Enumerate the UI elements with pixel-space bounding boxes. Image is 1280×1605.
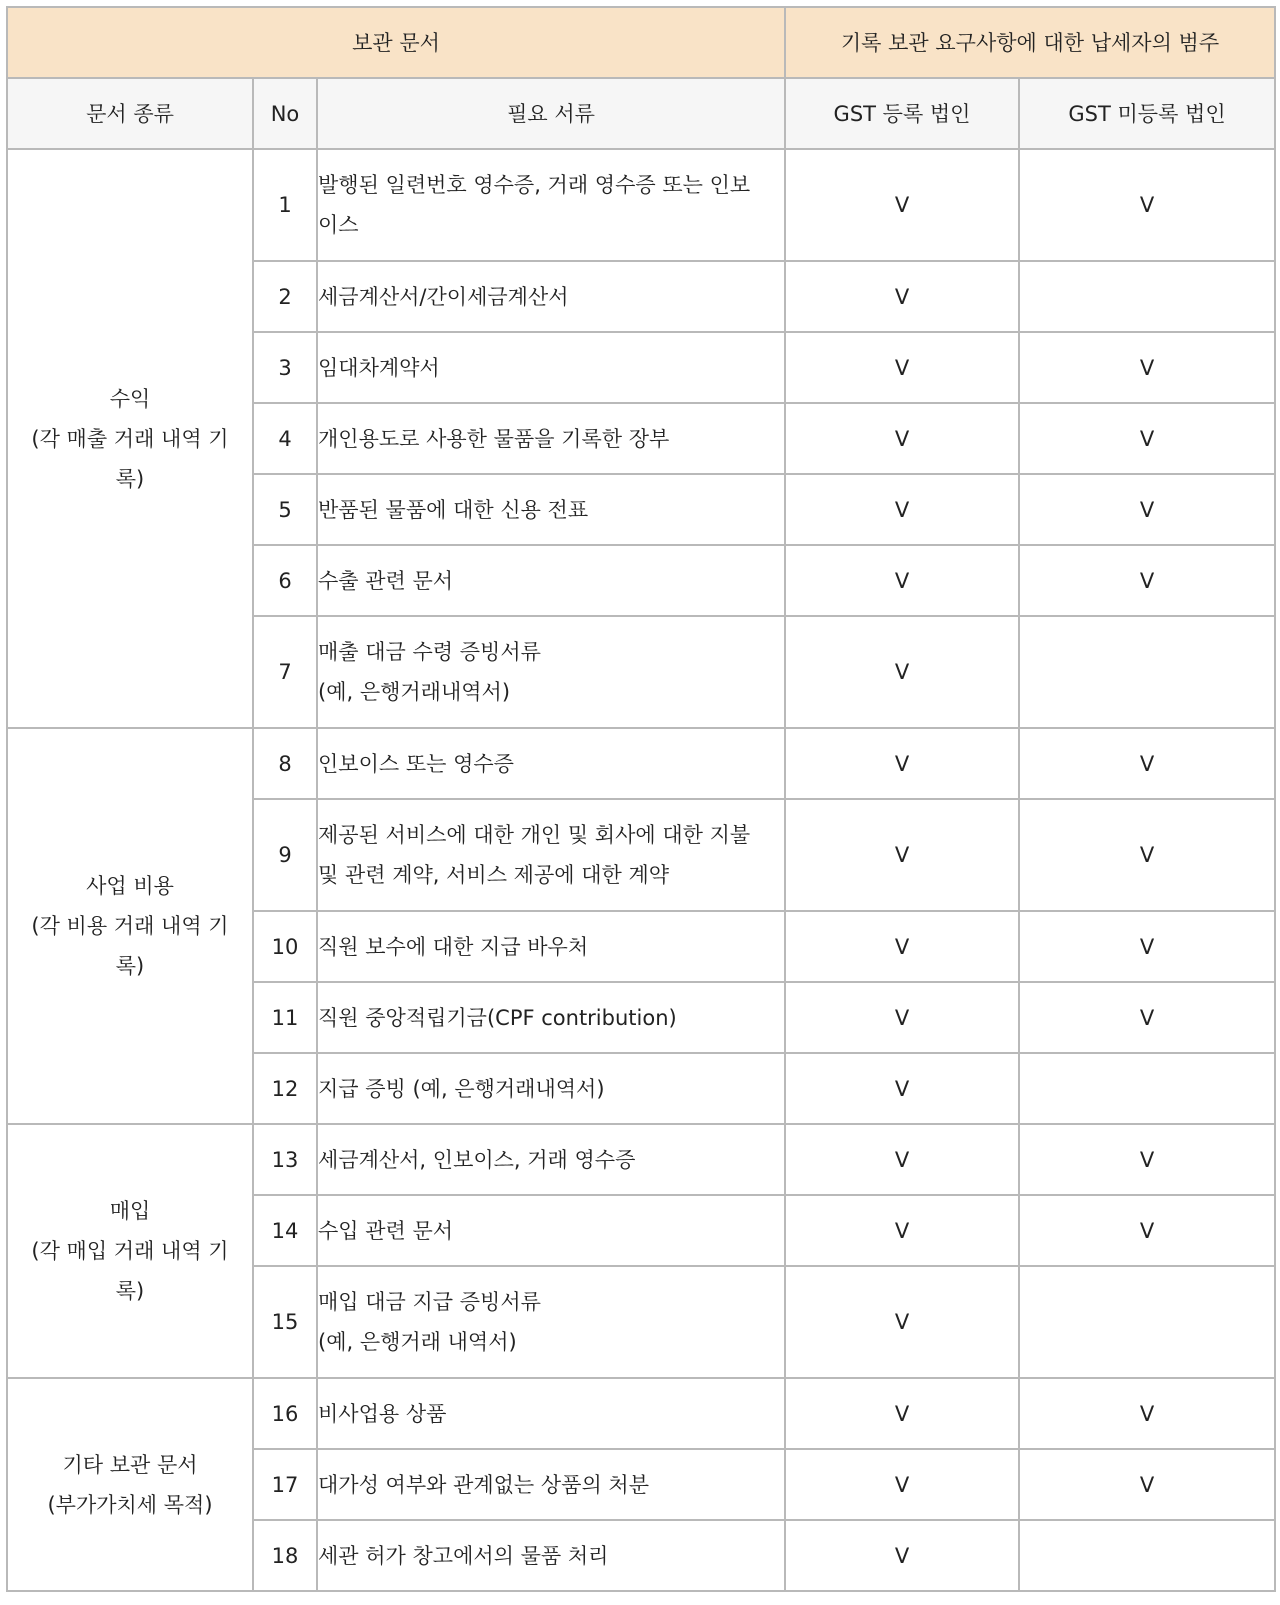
required-doc-text: 수출 관련 문서 bbox=[318, 568, 454, 593]
unregistered-mark: V bbox=[1019, 1124, 1275, 1195]
required-doc-text: 세금계산서/간이세금계산서 bbox=[318, 284, 569, 309]
category-subtitle: (각 비용 거래 내역 기 bbox=[31, 914, 229, 938]
category-title: 수익 bbox=[109, 386, 151, 411]
required-doc-text: 지급 증빙 (예, 은행거래내역서) bbox=[318, 1076, 605, 1101]
required-doc-text: 대가성 여부와 관계없는 상품의 처분 bbox=[318, 1472, 649, 1497]
required-doc-cell bbox=[317, 1124, 785, 1195]
required-doc-text: 매입 대금 지급 증빙서류 bbox=[318, 1290, 541, 1314]
category-title: 매입 bbox=[109, 1199, 151, 1223]
required-doc-text: 세관 허가 창고에서의 물품 처리 bbox=[318, 1543, 609, 1568]
required-doc-cell bbox=[317, 616, 785, 728]
required-doc-text: (예, 은행거래 내역서) bbox=[318, 1330, 517, 1354]
header-row-sub bbox=[7, 78, 1275, 149]
unregistered-mark: V bbox=[1019, 799, 1275, 911]
unregistered-mark: V bbox=[1019, 1195, 1275, 1266]
required-doc-cell bbox=[317, 474, 785, 545]
registered-mark: V bbox=[785, 799, 1019, 911]
header-gst-registered: GST 등록 법인 bbox=[785, 78, 1019, 149]
unregistered-mark: V bbox=[1019, 545, 1275, 616]
required-doc-cell bbox=[317, 332, 785, 403]
registered-mark: V bbox=[785, 911, 1019, 982]
registered-mark: V bbox=[785, 616, 1019, 728]
category-subtitle: 록) bbox=[115, 1279, 145, 1303]
required-doc-cell bbox=[317, 1053, 785, 1124]
required-doc-text: 이스 bbox=[318, 213, 359, 237]
header-doc-type: 문서 종류 bbox=[7, 78, 253, 149]
row-number: 1 bbox=[253, 149, 317, 261]
registered-mark: V bbox=[785, 149, 1019, 261]
table-row bbox=[7, 149, 1275, 261]
header-row-top bbox=[7, 7, 1275, 78]
required-doc-text: 세금계산서, 인보이스, 거래 영수증 bbox=[318, 1147, 636, 1172]
unregistered-mark bbox=[1019, 1266, 1275, 1378]
required-doc-text: 직원 중앙적립기금(CPF contribution) bbox=[318, 1005, 677, 1030]
unregistered-mark: V bbox=[1019, 1449, 1275, 1520]
required-doc-text: (예, 은행거래내역서) bbox=[318, 680, 511, 704]
required-doc-text: 발행된 일련번호 영수증, 거래 영수증 또는 인보 bbox=[318, 173, 751, 197]
unregistered-mark bbox=[1019, 616, 1275, 728]
required-doc-cell bbox=[317, 545, 785, 616]
unregistered-mark: V bbox=[1019, 403, 1275, 474]
registered-mark: V bbox=[785, 403, 1019, 474]
header-gst-unregistered: GST 미등록 법인 bbox=[1019, 78, 1275, 149]
row-number: 8 bbox=[253, 728, 317, 799]
row-number: 12 bbox=[253, 1053, 317, 1124]
row-number: 5 bbox=[253, 474, 317, 545]
required-doc-text: 직원 보수에 대한 지급 바우처 bbox=[318, 934, 589, 959]
required-doc-cell bbox=[317, 799, 785, 911]
required-doc-text: 비사업용 상품 bbox=[318, 1401, 447, 1426]
row-number: 14 bbox=[253, 1195, 317, 1266]
registered-mark: V bbox=[785, 1449, 1019, 1520]
registered-mark: V bbox=[785, 545, 1019, 616]
registered-mark: V bbox=[785, 1124, 1019, 1195]
table-row bbox=[7, 728, 1275, 799]
category-subtitle: (각 매출 거래 내역 기 bbox=[31, 426, 229, 451]
category-title: 사업 비용 bbox=[86, 874, 174, 898]
row-number: 7 bbox=[253, 616, 317, 728]
category-subtitle: 록) bbox=[115, 954, 145, 978]
registered-mark: V bbox=[785, 1195, 1019, 1266]
row-number: 6 bbox=[253, 545, 317, 616]
required-doc-cell bbox=[317, 728, 785, 799]
row-number: 16 bbox=[253, 1378, 317, 1449]
registered-mark: V bbox=[785, 1053, 1019, 1124]
registered-mark: V bbox=[785, 332, 1019, 403]
required-doc-text: 임대차계약서 bbox=[318, 355, 440, 380]
required-doc-text: 매출 대금 수령 증빙서류 bbox=[318, 640, 541, 664]
required-doc-cell bbox=[317, 149, 785, 261]
category-subtitle: 록) bbox=[115, 466, 145, 491]
required-doc-text: 수입 관련 문서 bbox=[318, 1218, 454, 1243]
registered-mark: V bbox=[785, 1266, 1019, 1378]
required-doc-cell bbox=[317, 403, 785, 474]
unregistered-mark: V bbox=[1019, 728, 1275, 799]
category-cell-other bbox=[7, 1378, 253, 1591]
required-doc-cell bbox=[317, 1195, 785, 1266]
row-number: 10 bbox=[253, 911, 317, 982]
header-no: No bbox=[253, 78, 317, 149]
unregistered-mark: V bbox=[1019, 474, 1275, 545]
row-number: 4 bbox=[253, 403, 317, 474]
registered-mark: V bbox=[785, 982, 1019, 1053]
unregistered-mark bbox=[1019, 1520, 1275, 1591]
unregistered-mark: V bbox=[1019, 1378, 1275, 1449]
required-doc-cell bbox=[317, 261, 785, 332]
unregistered-mark: V bbox=[1019, 911, 1275, 982]
required-doc-cell bbox=[317, 1520, 785, 1591]
required-doc-cell bbox=[317, 1266, 785, 1378]
row-number: 17 bbox=[253, 1449, 317, 1520]
row-number: 15 bbox=[253, 1266, 317, 1378]
required-doc-cell bbox=[317, 982, 785, 1053]
category-subtitle: (부가가치세 목적) bbox=[47, 1492, 213, 1517]
required-doc-text: 및 관련 계약, 서비스 제공에 대한 계약 bbox=[318, 863, 670, 887]
required-doc-text: 반품된 물품에 대한 신용 전표 bbox=[318, 497, 589, 522]
header-taxpayer-category: 기록 보관 요구사항에 대한 납세자의 범주 bbox=[785, 7, 1275, 78]
row-number: 2 bbox=[253, 261, 317, 332]
required-doc-cell bbox=[317, 1449, 785, 1520]
row-number: 9 bbox=[253, 799, 317, 911]
required-doc-cell bbox=[317, 1378, 785, 1449]
row-number: 13 bbox=[253, 1124, 317, 1195]
category-subtitle: (각 매입 거래 내역 기 bbox=[31, 1239, 229, 1263]
required-doc-text: 인보이스 또는 영수증 bbox=[318, 751, 514, 776]
header-required-docs: 필요 서류 bbox=[317, 78, 785, 149]
category-cell-revenue bbox=[7, 149, 253, 728]
registered-mark: V bbox=[785, 474, 1019, 545]
category-title: 기타 보관 문서 bbox=[62, 1452, 198, 1477]
registered-mark: V bbox=[785, 1520, 1019, 1591]
row-number: 18 bbox=[253, 1520, 317, 1591]
unregistered-mark: V bbox=[1019, 332, 1275, 403]
category-cell-purchase bbox=[7, 1124, 253, 1378]
category-cell-business-expense bbox=[7, 728, 253, 1124]
required-doc-cell bbox=[317, 911, 785, 982]
registered-mark: V bbox=[785, 728, 1019, 799]
row-number: 11 bbox=[253, 982, 317, 1053]
table-row bbox=[7, 1124, 1275, 1195]
row-number: 3 bbox=[253, 332, 317, 403]
record-keeping-table bbox=[6, 6, 1276, 1592]
unregistered-mark: V bbox=[1019, 149, 1275, 261]
unregistered-mark bbox=[1019, 261, 1275, 332]
registered-mark: V bbox=[785, 261, 1019, 332]
unregistered-mark: V bbox=[1019, 982, 1275, 1053]
registered-mark: V bbox=[785, 1378, 1019, 1449]
required-doc-text: 개인용도로 사용한 물품을 기록한 장부 bbox=[318, 426, 670, 451]
required-doc-text: 제공된 서비스에 대한 개인 및 회사에 대한 지불 bbox=[318, 823, 751, 847]
unregistered-mark bbox=[1019, 1053, 1275, 1124]
table-row bbox=[7, 1378, 1275, 1449]
header-kept-documents: 보관 문서 bbox=[7, 7, 785, 78]
